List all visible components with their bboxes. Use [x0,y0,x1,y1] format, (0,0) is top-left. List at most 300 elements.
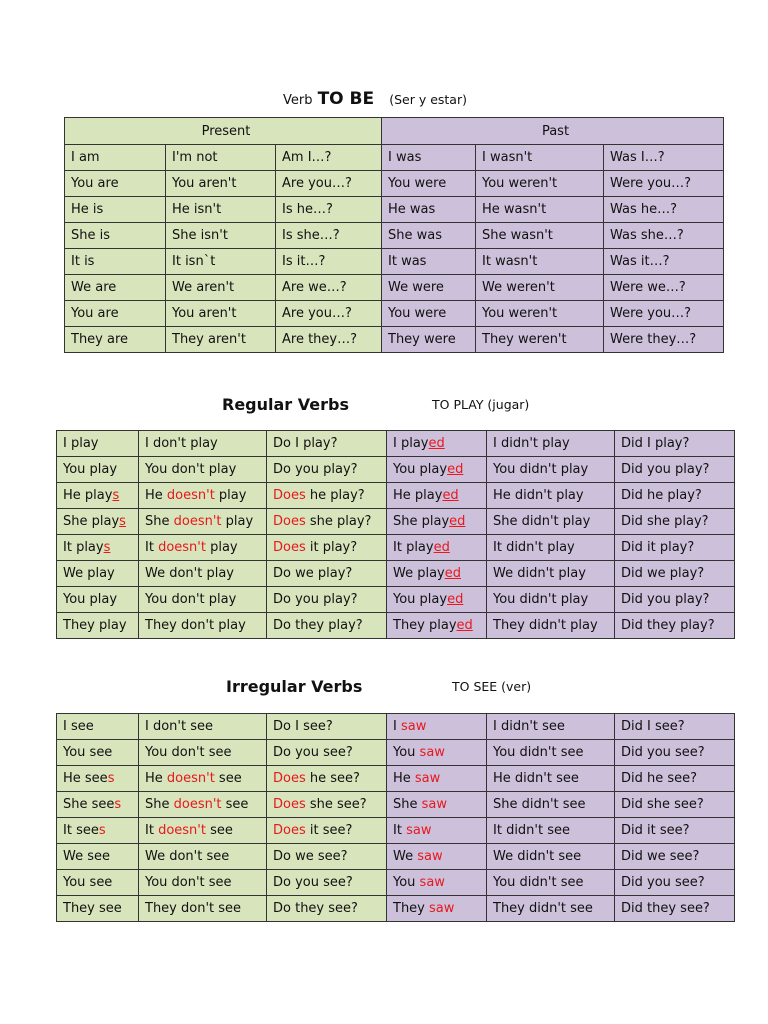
table-cell [57,535,139,561]
highlight-text: saw [419,875,445,890]
table-cell [57,509,139,535]
table-row [65,301,724,327]
table-cell: Were we…? [604,275,724,301]
cell-text: We play [63,566,115,581]
table-row [65,327,724,353]
cell-text: Did you play? [621,462,710,477]
cell-text: You didn't see [493,875,584,890]
cell-text: You see [63,875,113,890]
table-cell: I was [382,145,476,171]
table-cell [487,431,615,457]
cell-text: We didn't see [493,849,582,864]
table-cell [267,766,387,792]
cell-text: It play [393,540,434,555]
table-cell: She wasn't [476,223,604,249]
cell-text: Did she play? [621,514,709,529]
highlight-text: s [114,797,122,812]
cell-text: We didn't play [493,566,586,581]
table-cell [487,613,615,639]
cell-text: I play [63,436,99,451]
cell-text: He [393,771,415,786]
cell-text: They [393,901,430,916]
table-cell [387,818,487,844]
table-cell: She was [382,223,476,249]
table-cell [615,561,735,587]
irregular-verbs-table-body [57,714,735,922]
cell-text: Did it see? [621,823,690,838]
highlight-text: s [98,823,106,838]
table-cell [57,613,139,639]
to-be-table-body [65,118,724,353]
table-row [57,561,735,587]
table-cell: Am I…? [276,145,382,171]
regular-verbs-table [56,430,735,639]
table-cell [267,870,387,896]
table-row [57,457,735,483]
table-cell [139,483,267,509]
highlight-text: doesn't [166,488,215,503]
cell-text: Do they see? [273,901,358,916]
cell-text: Do they play? [273,618,363,633]
cell-text: You don't play [145,462,237,477]
table-cell [387,535,487,561]
cell-text: You [393,745,420,760]
suffix-highlight: s [112,488,120,503]
table-cell [615,870,735,896]
regular-verbs-table-body [57,431,735,639]
suffix-highlight: s [119,514,126,529]
table-cell [615,818,735,844]
table-cell [267,509,387,535]
cell-text: Did we see? [621,849,700,864]
table-cell [387,870,487,896]
table-cell [267,818,387,844]
table-cell [487,844,615,870]
table-cell [57,818,139,844]
cell-text: He didn't play [493,488,584,503]
table-cell: They weren't [476,327,604,353]
table-row [57,870,735,896]
cell-text: It didn't play [493,540,575,555]
cell-text: He play [63,488,113,503]
table-row [65,145,724,171]
table-cell [139,457,267,483]
cell-text: They don't play [145,618,246,633]
cell-text: Did we play? [621,566,705,581]
table-cell [487,561,615,587]
past-header: Past [382,118,724,145]
suffix-highlight: ed [447,592,464,607]
table-cell: It is [65,249,166,275]
table-cell [487,509,615,535]
table-row [57,613,735,639]
cell-text-after: she play? [305,514,372,529]
highlight-text: Does [273,823,306,838]
cell-text: I didn't see [493,719,565,734]
cell-text-after: it play? [305,540,358,555]
cell-text: Did you play? [621,592,710,607]
highlight-text: saw [406,823,432,838]
cell-text: You didn't see [493,745,584,760]
cell-text: You see [63,745,113,760]
table-row [57,766,735,792]
table-cell [615,483,735,509]
table-cell: He was [382,197,476,223]
cell-text: They didn't see [493,901,593,916]
cell-text: I don't play [145,436,218,451]
table-cell [57,740,139,766]
table-row [57,818,735,844]
table-cell [487,714,615,740]
table-cell [267,714,387,740]
cell-text: Did they see? [621,901,710,916]
table-cell: They are [65,327,166,353]
suffix-highlight: ed [449,514,466,529]
cell-text-after: she see? [305,797,367,812]
table-cell [615,740,735,766]
table-cell [57,714,139,740]
table-cell: I'm not [166,145,276,171]
table-cell: Were you…? [604,301,724,327]
table-cell [139,766,267,792]
table-row [57,740,735,766]
cell-text: He play [393,488,443,503]
table-cell: He isn't [166,197,276,223]
cell-text: Did I see? [621,719,685,734]
table-row [65,197,724,223]
to-be-title-prefix: Verb [283,93,313,108]
table-cell [615,714,735,740]
table-cell: I wasn't [476,145,604,171]
cell-text-after: it see? [305,823,353,838]
cell-text: You didn't play [493,592,589,607]
suffix-highlight: ed [442,488,459,503]
table-cell [139,509,267,535]
table-cell: You weren't [476,171,604,197]
table-cell: Was it…? [604,249,724,275]
table-cell [387,587,487,613]
table-cell: We were [382,275,476,301]
cell-text: We don't see [145,849,230,864]
cell-text: Did I play? [621,436,690,451]
cell-text: We [393,849,418,864]
highlight-text: doesn't [173,797,222,812]
table-cell [57,587,139,613]
cell-text: They play [63,618,127,633]
cell-text: It didn't see [493,823,570,838]
cell-text: They see [63,901,122,916]
cell-text: Do you see? [273,745,353,760]
cell-text: Do you see? [273,875,353,890]
table-cell [139,613,267,639]
cell-text-after: play [214,488,247,503]
table-cell [139,844,267,870]
irregular-verbs-table [56,713,735,922]
table-cell: We aren't [166,275,276,301]
table-cell: Are you…? [276,171,382,197]
table-cell [387,561,487,587]
suffix-highlight: ed [433,540,450,555]
table-cell [139,714,267,740]
table-cell [57,766,139,792]
table-row [57,844,735,870]
table-cell [139,818,267,844]
table-cell [387,896,487,922]
cell-text: You play [63,462,118,477]
cell-text: It play [63,540,104,555]
table-cell [387,613,487,639]
cell-text: I see [63,719,94,734]
table-cell [57,896,139,922]
cell-text: We don't play [145,566,234,581]
cell-text: Did he play? [621,488,702,503]
cell-text-after: play [205,540,238,555]
cell-text: Did you see? [621,875,705,890]
cell-text: She didn't see [493,797,586,812]
table-cell: He wasn't [476,197,604,223]
cell-text: He [145,771,167,786]
table-cell [387,431,487,457]
table-cell: You are [65,171,166,197]
table-cell [57,870,139,896]
table-cell [615,792,735,818]
cell-text-after: see [205,823,233,838]
cell-text: I [393,719,401,734]
table-cell [487,792,615,818]
table-cell: Is she…? [276,223,382,249]
cell-text: It [145,823,159,838]
cell-text: Do you play? [273,462,358,477]
table-row [57,792,735,818]
table-cell [615,457,735,483]
to-be-title-main: TO BE [317,89,375,109]
cell-text: We play [393,566,445,581]
table-cell: Were you…? [604,171,724,197]
cell-text: Do we play? [273,566,353,581]
highlight-text: saw [417,849,443,864]
highlight-text: saw [429,901,455,916]
table-cell: Was she…? [604,223,724,249]
table-cell [387,457,487,483]
to-be-title [283,89,467,109]
cell-text: You don't see [145,745,232,760]
cell-text: You don't play [145,592,237,607]
cell-text: I don't see [145,719,213,734]
table-cell [487,740,615,766]
table-cell [267,431,387,457]
table-row [65,223,724,249]
table-cell [57,431,139,457]
highlight-text: saw [414,771,441,786]
cell-text: It [145,540,159,555]
cell-text: Did you see? [621,745,705,760]
table-cell [267,457,387,483]
table-cell: Are they…? [276,327,382,353]
table-cell [387,792,487,818]
table-cell: You aren't [166,301,276,327]
cell-text: She play [63,514,120,529]
highlight-text: saw [421,797,447,812]
cell-text: I play [393,436,429,451]
cell-text: Do you play? [273,592,358,607]
table-cell [57,457,139,483]
cell-text: You play [393,592,448,607]
cell-text-after: play [221,514,254,529]
cell-text: Did he see? [621,771,698,786]
table-cell: It was [382,249,476,275]
cell-text: You didn't play [493,462,589,477]
table-cell: It isn`t [166,249,276,275]
table-cell [139,740,267,766]
table-cell [487,818,615,844]
to-be-subtitle: (Ser y estar) [389,92,467,107]
cell-text: It see [63,823,99,838]
table-cell [267,740,387,766]
table-cell: Are we…? [276,275,382,301]
table-cell: Is he…? [276,197,382,223]
cell-text: Did they play? [621,618,715,633]
table-cell: We weren't [476,275,604,301]
to-be-table [64,117,724,353]
table-cell [57,792,139,818]
table-cell [615,431,735,457]
table-cell: Is it…? [276,249,382,275]
cell-text: You [393,875,420,890]
table-cell [487,587,615,613]
cell-text-after: he play? [305,488,365,503]
table-cell [387,483,487,509]
highlight-text: Does [273,488,306,503]
cell-text: We see [63,849,110,864]
table-cell: You were [382,301,476,327]
table-cell [615,896,735,922]
table-cell [615,535,735,561]
present-header: Present [65,118,382,145]
table-cell [387,844,487,870]
cell-text: You play [63,592,118,607]
highlight-text: doesn't [158,540,206,555]
to-be-header-row [65,118,724,145]
cell-text: They don't see [145,901,242,916]
cell-text: They play [393,618,457,633]
table-cell [387,509,487,535]
table-cell [267,561,387,587]
suffix-highlight: ed [456,618,473,633]
table-cell [139,561,267,587]
cell-text: She [393,797,422,812]
table-row [57,431,735,457]
cell-text: It [393,823,407,838]
table-cell [387,740,487,766]
cell-text-after: see [214,771,242,786]
table-row [57,535,735,561]
highlight-text: Does [273,540,306,555]
table-cell: You were [382,171,476,197]
cell-text: You don't see [145,875,232,890]
table-cell: He is [65,197,166,223]
table-cell [615,766,735,792]
table-cell [139,431,267,457]
cell-text: She see [63,797,115,812]
highlight-text: doesn't [173,514,222,529]
cell-text: You play [393,462,448,477]
highlight-text: Does [273,514,306,529]
table-cell: She isn't [166,223,276,249]
table-cell: You weren't [476,301,604,327]
table-row [65,275,724,301]
table-row [57,896,735,922]
cell-text: Do I see? [273,719,333,734]
table-cell: Was I…? [604,145,724,171]
table-cell: She is [65,223,166,249]
table-cell [139,587,267,613]
table-row [65,171,724,197]
table-cell [57,561,139,587]
table-cell [487,870,615,896]
cell-text: Did she see? [621,797,704,812]
table-cell [387,714,487,740]
highlight-text: Does [273,797,306,812]
suffix-highlight: s [103,540,111,555]
table-cell: Were they…? [604,327,724,353]
table-row [57,714,735,740]
table-cell: Was he…? [604,197,724,223]
table-cell: I am [65,145,166,171]
cell-text-after: see [221,797,249,812]
highlight-text: doesn't [158,823,206,838]
table-cell [267,587,387,613]
table-cell [615,587,735,613]
cell-text: Do we see? [273,849,348,864]
table-cell [267,535,387,561]
table-cell: It wasn't [476,249,604,275]
highlight-text: doesn't [166,771,215,786]
table-cell [487,766,615,792]
cell-text: He didn't see [493,771,579,786]
table-cell [487,535,615,561]
cell-text: Do I play? [273,436,338,451]
table-cell [139,535,267,561]
cell-text-after: he see? [305,771,360,786]
regular-verbs-subtitle: TO PLAY (jugar) [432,397,530,412]
table-cell [487,483,615,509]
table-cell [267,613,387,639]
table-cell [267,483,387,509]
table-cell [139,896,267,922]
table-cell: You aren't [166,171,276,197]
suffix-highlight: ed [444,566,461,581]
table-cell [387,766,487,792]
table-cell [615,613,735,639]
table-cell [57,483,139,509]
cell-text: She [145,514,174,529]
table-cell [615,509,735,535]
table-cell: Are you…? [276,301,382,327]
cell-text: She didn't play [493,514,591,529]
table-cell: They were [382,327,476,353]
irregular-verbs-subtitle: TO SEE (ver) [452,679,532,694]
irregular-verbs-title: Irregular Verbs [226,677,363,696]
table-cell [57,844,139,870]
cell-text: He see [63,771,108,786]
table-row [65,249,724,275]
table-cell: We are [65,275,166,301]
table-cell [267,844,387,870]
cell-text: He [145,488,167,503]
highlight-text: s [107,771,115,786]
table-row [57,483,735,509]
cell-text: They didn't play [493,618,598,633]
